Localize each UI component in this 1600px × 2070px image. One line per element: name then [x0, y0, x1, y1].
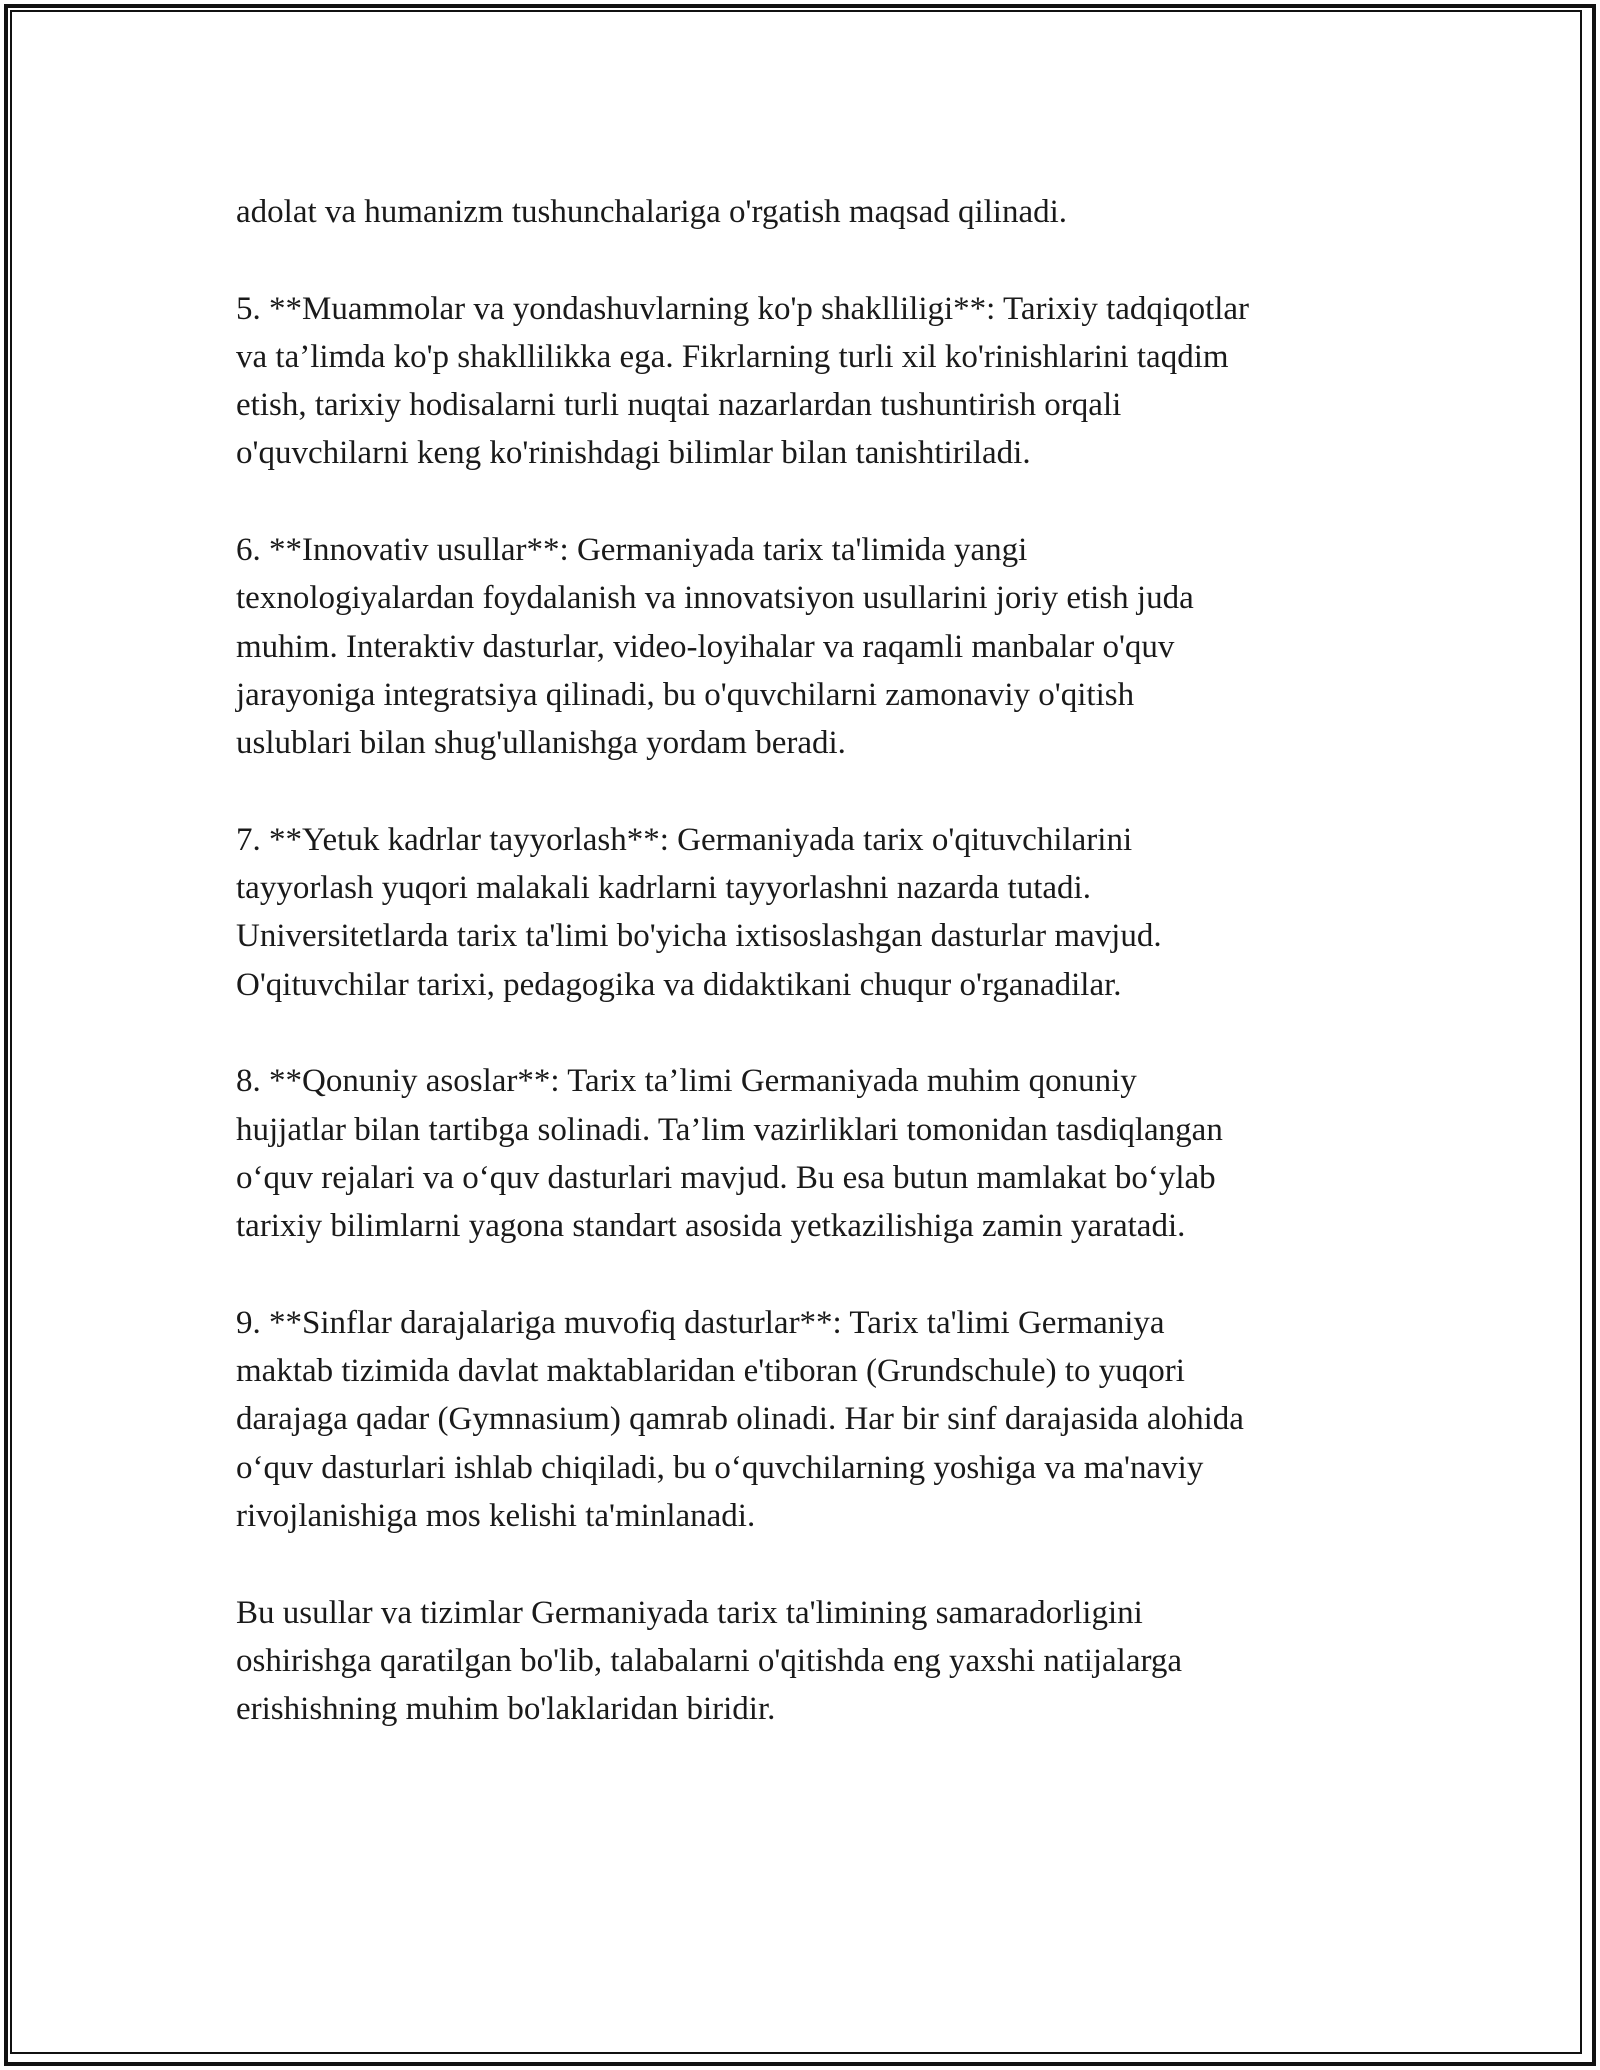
text-line: adolat va humanizm tushunchalariga o'rgatish maqsad qilinadi.	[236, 194, 1068, 230]
text-line: 7. **Yetuk kadrlar tayyorlash**: Germaniyada tarix o'qituvchilarini	[236, 821, 1133, 858]
text-line: o‘quv dasturlari ishlab chiqiladi, bu o‘quvchilarning yoshiga va ma'naviy	[236, 1449, 1204, 1486]
text-line: Bu usullar va tizimlar Germaniyada tarix ta'limining samaradorligini	[236, 1594, 1143, 1631]
text-line: 5. **Muammolar va yondashuvlarning ko'p shaklliligi**: Tarixiy tadqiqotlar	[236, 290, 1250, 327]
paragraph-intro-continuation	[236, 188, 1386, 236]
text-line: muhim. Interaktiv dasturlar, video-loyihalar va raqamli manbalar o'quv	[236, 628, 1175, 665]
paragraph-conclusion	[236, 1589, 1386, 1734]
text-line: etish, tarixiy hodisalarni turli nuqtai nazarlardan tushuntirish orqali	[236, 387, 1122, 424]
text-line: oshirishga qaratilgan bo'lib, talabalarni o'qitishda eng yaxshi natijalarga	[236, 1642, 1183, 1679]
text-line: 9. **Sinflar darajalariga muvofiq dasturlar**: Tarix ta'limi Germaniya	[236, 1304, 1165, 1341]
paragraph-item-6	[236, 526, 1386, 767]
paragraph-item-7	[236, 816, 1386, 1009]
text-line: uslublari bilan shug'ullanishga yordam beradi.	[236, 725, 846, 762]
paragraph-item-8	[236, 1057, 1386, 1250]
text-line: tayyorlash yuqori malakali kadrlarni tayyorlashni nazarda tutadi.	[236, 870, 1091, 907]
text-line: texnologiyalardan foydalanish va innovatsiyon usullarini joriy etish juda	[236, 580, 1194, 617]
document-body	[236, 188, 1386, 1782]
text-line: Universitetlarda tarix ta'limi bo'yicha ixtisoslashgan dasturlar mavjud.	[236, 918, 1162, 955]
text-line: O'qituvchilar tarixi, pedagogika va didaktikani chuqur o'rganadilar.	[236, 966, 1122, 1003]
text-line: erishishning muhim bo'laklaridan biridir.	[236, 1691, 776, 1728]
text-line: 6. **Innovativ usullar**: Germaniyada tarix ta'limida yangi	[236, 532, 1028, 569]
text-line: va ta’limda ko'p shakllilikka ega. Fikrlarning turli xil ko'rinishlarini taqdim	[236, 338, 1229, 375]
text-line: tarixiy bilimlarni yagona standart asosida yetkazilishiga zamin yaratadi.	[236, 1208, 1186, 1245]
paragraph-item-9	[236, 1299, 1386, 1540]
text-line: hujjatlar bilan tartibga solinadi. Ta’lim vazirliklari tomonidan tasdiqlangan	[236, 1111, 1223, 1148]
paragraph-item-5	[236, 285, 1386, 478]
text-line: jarayoniga integratsiya qilinadi, bu o'quvchilarni zamonaviy o'qitish	[236, 676, 1135, 713]
text-line: maktab tizimida davlat maktablaridan e'tiboran (Grundschule) to yuqori	[236, 1353, 1185, 1390]
text-line: darajaga qadar (Gymnasium) qamrab olinadi. Har bir sinf darajasida alohida	[236, 1401, 1244, 1438]
text-line: rivojlanishiga mos kelishi ta'minlanadi.	[236, 1498, 756, 1535]
text-line: o'quvchilarni keng ko'rinishdagi bilimlar bilan tanishtiriladi.	[236, 435, 1031, 472]
text-line: o‘quv rejalari va o‘quv dasturlari mavjud. Bu esa butun mamlakat bo‘ylab	[236, 1159, 1216, 1196]
text-line: 8. **Qonuniy asoslar**: Tarix ta’limi Germaniyada muhim qonuniy	[236, 1063, 1137, 1100]
